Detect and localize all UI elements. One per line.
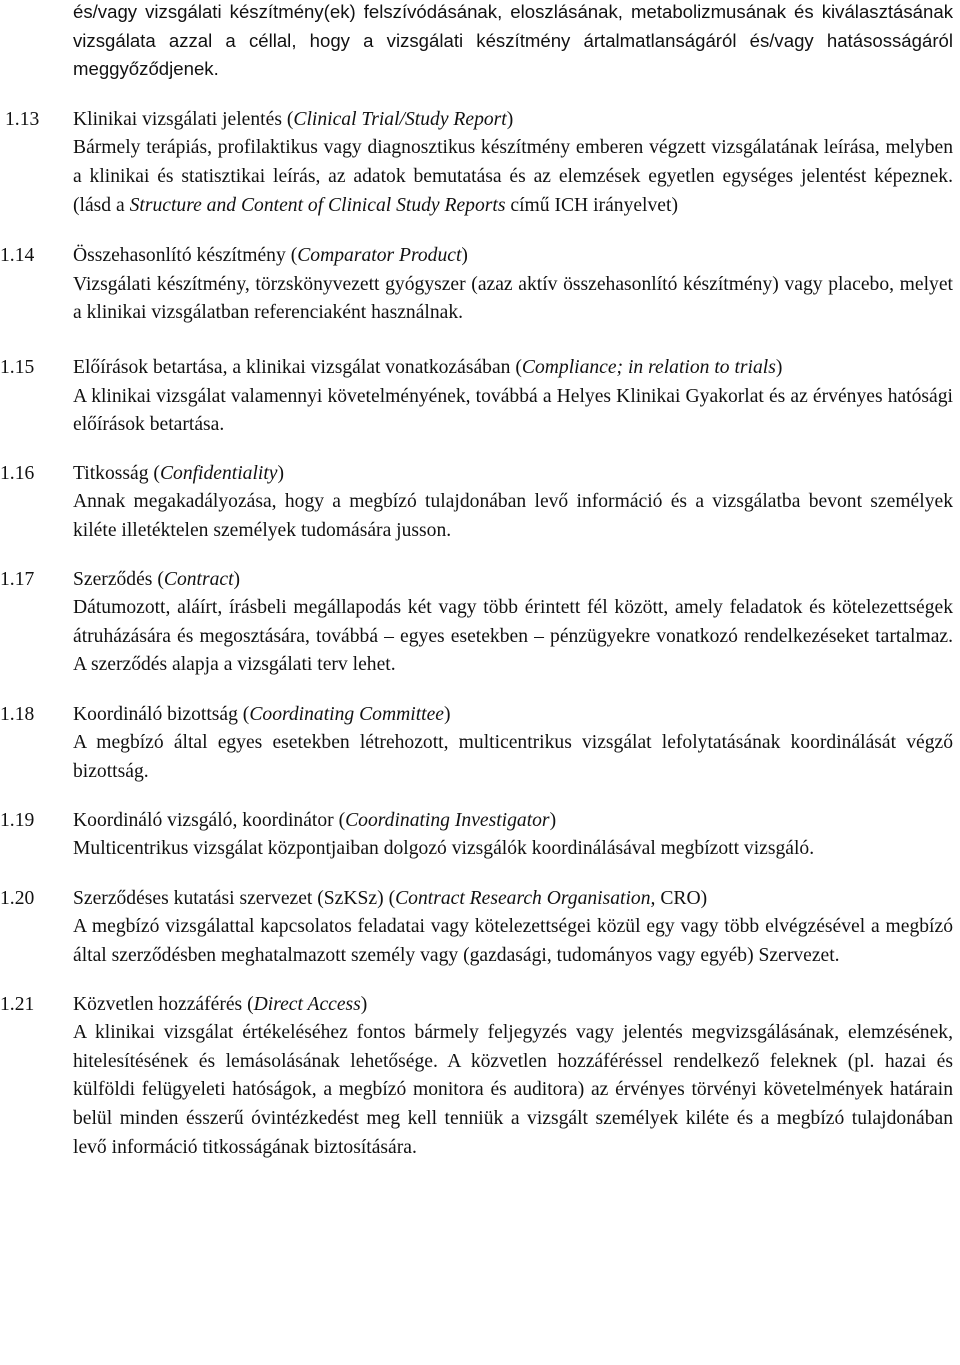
section-number: 1.14 xyxy=(0,245,35,267)
definition-body: A megbízó által egyes esetekben létrehozott, multicentrikus vizsgálat lefolytatásának koordinálását végző bizottság. xyxy=(73,732,953,783)
definition-body: Multicentrikus vizsgálat központjaiban dolgozó vizsgálók koordinálásával megbízott vizsgáló. xyxy=(73,838,815,860)
definition-1-13 xyxy=(0,106,960,220)
definition-heading: Klinikai vizsgálati jelentés (Clinical Trial/Study Report) xyxy=(73,108,514,130)
heading-english-term: Coordinating Committee xyxy=(249,703,444,725)
definition-1-17 xyxy=(0,566,960,680)
heading-english-term: Direct Access xyxy=(253,993,361,1015)
definition-body: A megbízó vizsgálattal kapcsolatos feladatai vagy kötelezettségei közül egy vagy több elvégzésével a megbízó által szerződésben meghatalmazott személy vagy (gazdasági, tudományos vagy egyéb) Szervezet. xyxy=(73,916,953,967)
definition-1-14 xyxy=(0,242,960,328)
section-number: 1.20 xyxy=(0,887,35,909)
definition-body: Vizsgálati készítmény, törzskönyvezett gyógyszer (azaz aktív összehasonlító készítmény) vagy placebo, melyet a klinikai vizsgálatban referenciaként használnak. xyxy=(73,273,953,324)
section-number: 1.16 xyxy=(0,462,35,484)
heading-english-term: Contract Research Organisation, xyxy=(395,887,656,909)
heading-english-term: Compliance; in relation to trials xyxy=(521,356,776,378)
definition-heading: Koordináló vizsgáló, koordinátor (Coordinating Investigator) xyxy=(73,809,557,831)
definition-1-16 xyxy=(0,460,960,546)
section-number: 1.19 xyxy=(0,809,35,831)
heading-term: Koordináló vizsgáló, koordinátor xyxy=(73,809,334,831)
section-number: 1.15 xyxy=(0,356,35,378)
heading-term: Összehasonlító készítmény xyxy=(73,245,286,267)
definition-heading: Szerződés (Contract) xyxy=(73,568,241,590)
definition-heading: Szerződéses kutatási szervezet (SzKSz) (Contract Research Organisation, CRO) xyxy=(73,887,708,909)
definition-1-21 xyxy=(0,991,960,1163)
definition-body: Dátumozott, aláírt, írásbeli megállapodás két vagy több érintett fél között, amely feladatok és kötelezettségek átruházására és megosztására, továbbá – egyes esetekben – pénzügyekre vonatkozó rendelkezéseket tartalmaz. A szerződés alapja a vizsgálati terv lehet. xyxy=(73,597,953,676)
heading-english-term: Coordinating Investigator xyxy=(345,809,550,831)
definition-1-20 xyxy=(0,885,960,971)
heading-english-term: Confidentiality xyxy=(159,462,278,484)
definition-heading: Koordináló bizottság (Coordinating Committee) xyxy=(73,703,451,725)
definition-body: Bármely terápiás, profilaktikus vagy diagnosztikus készítmény emberen végzett vizsgálatának leírása, melyben a klinikai és statisztikai leírás, az adatok bemutatása és az elemzések egyetlen egységes jelentést képeznek. (lásd a Structure and Content of Clinical Study Reports című ICH irányelvet) xyxy=(73,137,953,216)
heading-term: Szerződés xyxy=(73,568,153,590)
section-number: 1.18 xyxy=(0,703,35,725)
definition-1-18 xyxy=(0,701,960,787)
definition-body: A klinikai vizsgálat valamennyi követelményének, továbbá a Helyes Klinikai Gyakorlat és az érvényes hatósági előírások betartása. xyxy=(73,385,953,436)
definition-1-19 xyxy=(0,807,960,864)
reference-title: Structure and Content of Clinical Study Reports xyxy=(129,194,506,216)
heading-term: Koordináló bizottság xyxy=(73,703,238,725)
heading-english-term: Contract xyxy=(163,568,234,590)
heading-term: Előírások betartása, a klinikai vizsgálat vonatkozásában xyxy=(73,356,511,378)
heading-english-term: Clinical Trial/Study Report xyxy=(293,108,507,130)
section-number: 1.17 xyxy=(0,568,35,590)
section-number: 1.13 xyxy=(5,108,40,130)
definition-heading: Titkosság (Confidentiality) xyxy=(73,462,285,484)
definition-body: A klinikai vizsgálat értékeléséhez fontos bármely feljegyzés vagy jelentés megvizsgálásának, elemzésének, hitelesítésének és lemásolásának lehetősége. A közvetlen hozzáféréssel rendelkező feleknek (pl. hazai és külföldi felügyeleti hatóságok, a megbízó monitora és auditora) az érvényes törvényi követelmények határain belül minden ésszerű óvintézkedést meg kell tenniük a vizsgált személyek kiléte és a megbízó tulajdonában levő információ titkosságának biztosítására. xyxy=(73,1022,953,1158)
definition-body: Annak megakadályozása, hogy a megbízó tulajdonában levő információ és a vizsgálatba bevont személyek kiléte illetéktelen személyek tudomására jusson. xyxy=(73,491,953,541)
definition-heading: Összehasonlító készítmény (Comparator Product) xyxy=(73,245,468,267)
heading-english-term: Comparator Product xyxy=(297,245,462,267)
intro-paragraph: és/vagy vizsgálati készítmény(ek) felszívódásának, eloszlásának, metabolizmusának és kiválasztásának vizsgálata azzal a céllal, hogy a vizsgálati készítmény ártalmatlanságáról és/vagy hatásosságáról meggyőződjenek. xyxy=(73,1,953,80)
definition-heading: Közvetlen hozzáférés (Direct Access) xyxy=(73,993,368,1015)
heading-term: Szerződéses kutatási szervezet (SzKSz) xyxy=(73,887,384,909)
definition-heading: Előírások betartása, a klinikai vizsgálat vonatkozásában (Compliance; in relation to trials) xyxy=(73,356,783,378)
heading-term: Titkosság xyxy=(73,462,149,484)
heading-term: Közvetlen hozzáférés xyxy=(73,993,243,1015)
section-number: 1.21 xyxy=(0,993,35,1015)
definition-1-15 xyxy=(0,354,960,440)
heading-term: Klinikai vizsgálati jelentés xyxy=(73,108,282,130)
